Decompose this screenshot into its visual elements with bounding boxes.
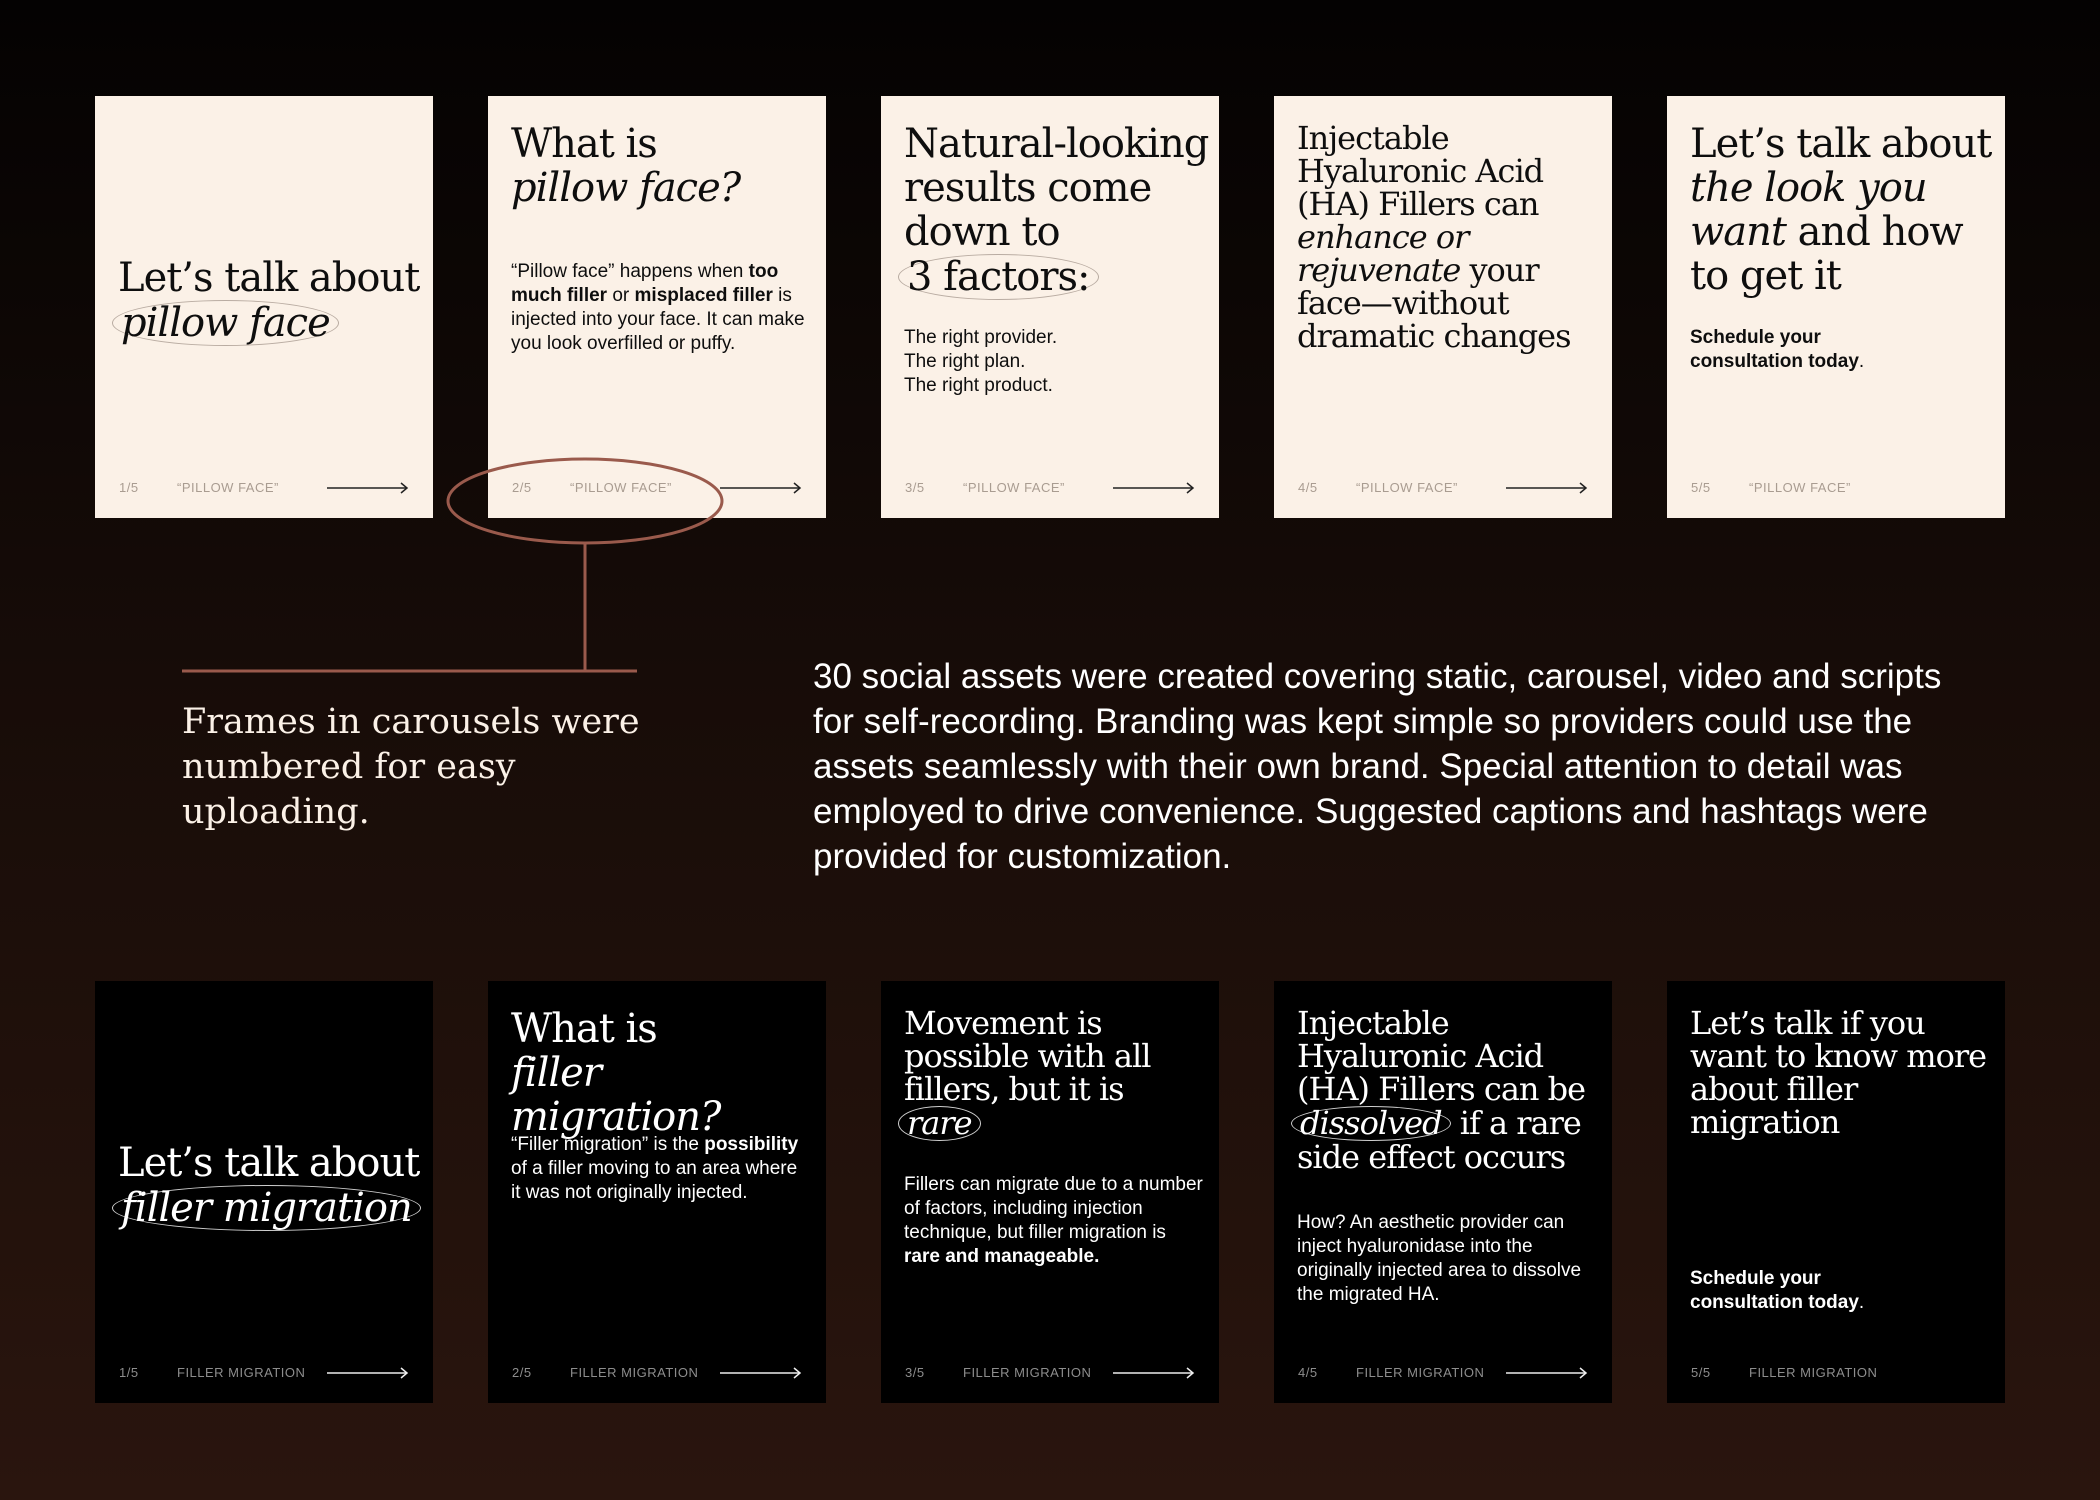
body-line: The right product. <box>904 375 1053 396</box>
arrow-right-icon[interactable] <box>1506 482 1588 494</box>
card-footer <box>119 1365 409 1385</box>
body-bold: possibility <box>704 1134 799 1155</box>
body-text: is injected into your face. It can make you look overfilled or puffy. <box>511 285 805 354</box>
dark-card-5[interactable] <box>1667 981 2005 1403</box>
arrow-right-icon[interactable] <box>720 482 802 494</box>
headline-line: Let’s talk about <box>118 255 420 301</box>
frame-number: 5/5 <box>1691 1365 1711 1380</box>
light-card-4[interactable] <box>1274 96 1612 518</box>
frame-number: 4/5 <box>1298 480 1318 495</box>
headline-emphasis: enhance or rejuvenate <box>1297 218 1469 289</box>
headline-emphasis: the look you want <box>1690 165 1927 255</box>
headline-line: What is <box>511 1006 657 1052</box>
light-card-1[interactable] <box>95 96 433 518</box>
series-tag: FILLER MIGRATION <box>963 1365 1092 1380</box>
card-headline <box>1297 1004 1602 1176</box>
body-line: The right plan. <box>904 351 1026 372</box>
body-text: “Filler migration” is the <box>511 1134 705 1155</box>
frame-number: 2/5 <box>512 480 532 495</box>
series-tag: FILLER MIGRATION <box>177 1365 306 1380</box>
callout-text: Frames in carousels were numbered for easy uploading. <box>182 702 640 832</box>
headline-line: Injectable Hyaluronic Acid (HA) Fillers can be <box>1297 1004 1586 1108</box>
series-tag: “PILLOW FACE” <box>1749 480 1851 495</box>
series-tag: FILLER MIGRATION <box>570 1365 699 1380</box>
dark-card-2[interactable] <box>488 981 826 1403</box>
headline-line: Injectable Hyaluronic Acid (HA) Fillers can <box>1297 119 1544 223</box>
card-body <box>904 1173 1203 1269</box>
light-card-3[interactable] <box>881 96 1219 518</box>
arrow-right-icon[interactable] <box>1113 482 1195 494</box>
project-description: 30 social assets were created covering static, carousel, video and scripts for self-recording. Branding was kept simple so providers could use the assets seamlessly with their own brand. Special attention to detail was employed to drive convenience. Suggested captions and hashtags were provided for customization. <box>813 657 1942 876</box>
headline-emphasis: pillow face? <box>511 165 741 211</box>
arrow-right-icon[interactable] <box>1506 1367 1588 1379</box>
series-tag: “PILLOW FACE” <box>1356 480 1458 495</box>
frame-number: 1/5 <box>119 1365 139 1380</box>
body-bold: too much filler <box>511 261 779 306</box>
card-headline <box>1690 122 1995 298</box>
series-tag: FILLER MIGRATION <box>1749 1365 1878 1380</box>
headline-line: Let’s talk about <box>118 1140 420 1186</box>
series-tag: “PILLOW FACE” <box>570 480 672 495</box>
card-footer <box>1298 1365 1588 1385</box>
card-footer <box>1298 480 1588 500</box>
card-footer <box>905 1365 1195 1385</box>
frame-number: 3/5 <box>905 1365 925 1380</box>
frame-number: 2/5 <box>512 1365 532 1380</box>
frame-number: 4/5 <box>1298 1365 1318 1380</box>
card-footer <box>512 1365 802 1385</box>
headline-emphasis: rare <box>898 1106 981 1141</box>
card-body <box>904 326 1203 398</box>
arrow-right-icon[interactable] <box>720 1367 802 1379</box>
card-headline <box>904 1004 1209 1142</box>
card-cta <box>1690 1267 1915 1315</box>
card-headline <box>1690 1004 1995 1141</box>
frame-number: 5/5 <box>1691 480 1711 495</box>
card-cta <box>1690 326 1915 374</box>
headline-emphasis: pillow face <box>112 300 339 346</box>
body-line: The right provider. <box>904 327 1058 348</box>
headline-line: What is <box>511 121 657 167</box>
body-text: How? An aesthetic provider can inject hyaluronidase into the originally injected area to dissolve the migrated HA. <box>1297 1212 1582 1305</box>
card-body <box>1297 1211 1596 1307</box>
series-tag: “PILLOW FACE” <box>177 480 279 495</box>
light-card-2[interactable] <box>488 96 826 518</box>
card-body <box>511 260 810 356</box>
cta-period: . <box>1858 351 1865 372</box>
cta-bold: Schedule your consultation today <box>1690 1268 1859 1313</box>
dark-card-1[interactable] <box>95 981 433 1403</box>
card-footer <box>119 480 409 500</box>
headline-line: your face—without dramatic changes <box>1297 251 1571 355</box>
card-headline <box>904 122 1209 300</box>
headline-emphasis: filler migration? <box>511 1050 721 1140</box>
cta-period: . <box>1858 1292 1865 1313</box>
frame-number: 3/5 <box>905 480 925 495</box>
card-headline <box>511 122 816 210</box>
series-tag: “PILLOW FACE” <box>963 480 1065 495</box>
dark-card-3[interactable] <box>881 981 1219 1403</box>
frame-number: 1/5 <box>119 480 139 495</box>
card-footer <box>512 480 802 500</box>
cta-bold: Schedule your consultation today <box>1690 327 1859 372</box>
dark-card-4[interactable] <box>1274 981 1612 1403</box>
body-text: Fillers can migrate due to a number of factors, including injection technique, but filler migration is <box>904 1174 1203 1243</box>
headline-line: Let’s talk if you want to know more about filler migration <box>1690 1004 1987 1141</box>
light-card-5[interactable] <box>1667 96 2005 518</box>
card-headline <box>511 1007 816 1139</box>
arrow-right-icon[interactable] <box>1113 1367 1195 1379</box>
arrow-right-icon[interactable] <box>327 482 409 494</box>
headline-emphasis: dissolved <box>1291 1106 1451 1141</box>
headline-line: Movement is possible with all fillers, but it is <box>904 1004 1151 1108</box>
body-text: “Pillow face” happens when <box>511 261 749 282</box>
body-text: of a filler moving to an area where it was not originally injected. <box>511 1158 798 1203</box>
headline-emphasis: filler migration <box>112 1185 421 1231</box>
headline-line: Natural-looking results come down to <box>904 121 1209 255</box>
arrow-right-icon[interactable] <box>327 1367 409 1379</box>
card-footer <box>1691 480 1981 500</box>
card-footer <box>1691 1365 1981 1385</box>
headline-line: and how to get it <box>1690 209 1963 299</box>
card-body <box>511 1133 810 1205</box>
headline-line: if a rare side effect occurs <box>1297 1104 1581 1176</box>
body-text: or <box>607 285 635 306</box>
series-tag: FILLER MIGRATION <box>1356 1365 1485 1380</box>
card-headline <box>1297 119 1602 355</box>
card-headline <box>118 256 423 346</box>
body-bold: rare and manageable. <box>904 1246 1100 1267</box>
headline-line: Let’s talk about <box>1690 121 1992 167</box>
card-footer <box>905 480 1195 500</box>
body-bold: misplaced filler <box>634 285 773 306</box>
card-headline <box>118 1141 423 1231</box>
headline-emphasis: 3 factors: <box>898 254 1099 300</box>
